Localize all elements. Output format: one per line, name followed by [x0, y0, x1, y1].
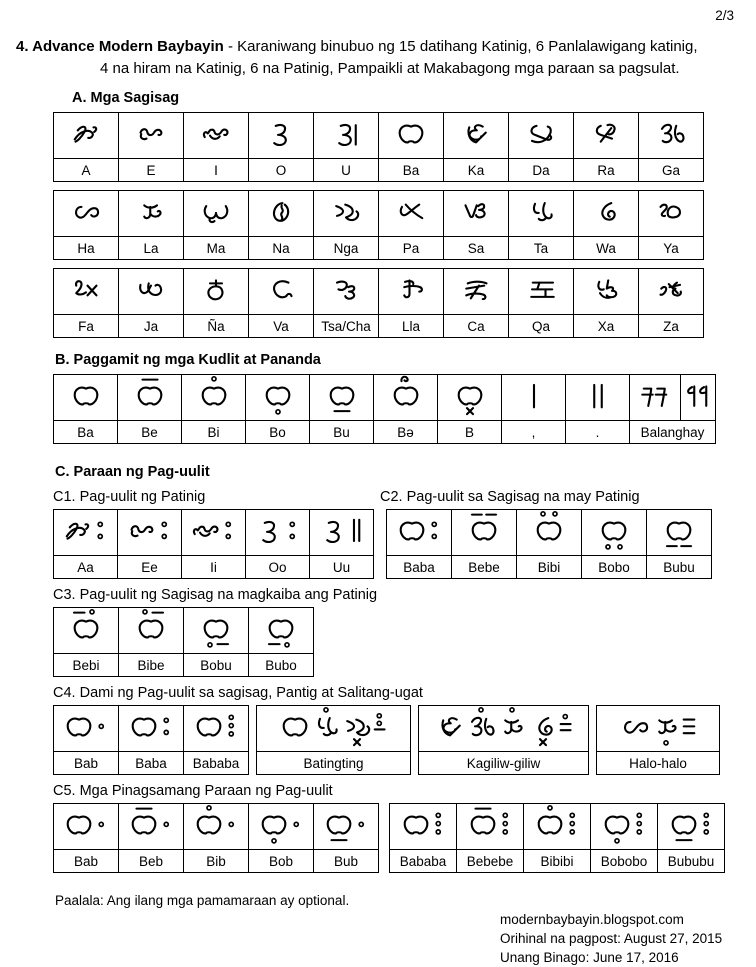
baybayin-table — [418, 705, 589, 775]
glyph-ba-colon-icon — [397, 510, 442, 550]
glyph-cell — [249, 191, 314, 237]
glyph-cell — [574, 269, 639, 315]
glyph-nya-icon — [201, 269, 231, 309]
label-cell: Bubu — [647, 556, 712, 579]
label-cell: Nga — [314, 237, 379, 260]
glyph-da-icon — [526, 113, 556, 153]
label-cell: Ma — [184, 237, 249, 260]
glyph-za-icon — [656, 269, 686, 309]
footer-revised: Unang Binago: June 17, 2016 — [500, 950, 679, 965]
glyph-ba-icon — [71, 375, 101, 415]
label-cell: La — [119, 237, 184, 260]
glyph-cell — [119, 191, 184, 237]
glyph-cell — [438, 375, 502, 421]
glyph-cell — [390, 804, 457, 850]
section-c-heading: C. Paraan ng Pag-uulit — [55, 464, 210, 480]
glyph-e-icon — [136, 113, 166, 153]
glyph-cell — [184, 804, 249, 850]
glyph-cell — [582, 510, 647, 556]
glyph-cell — [379, 191, 444, 237]
glyph-bal2-icon — [683, 375, 713, 415]
table-halo-halo — [596, 705, 720, 775]
label-cell: Wa — [574, 237, 639, 260]
glyph-ba-bardot-above-icon — [71, 608, 101, 648]
label-cell: Pa — [379, 237, 444, 260]
glyph-ba-dot2-below-icon — [599, 510, 629, 550]
glyph-cell — [452, 510, 517, 556]
label-cell: Beb — [119, 850, 184, 873]
table-batingting — [256, 705, 411, 775]
glyph-ha-icon — [71, 191, 101, 231]
label-cell: Ña — [184, 315, 249, 338]
baybayin-table — [53, 268, 704, 338]
glyph-na-icon — [266, 191, 296, 231]
label-cell: Bi — [182, 421, 246, 444]
glyph-cell — [182, 375, 246, 421]
label-cell: Bubo — [249, 654, 314, 677]
glyph-ba-bar-above-dot-icon — [129, 804, 174, 844]
document-title — [16, 0, 756, 55]
glyph-cell — [524, 804, 591, 850]
glyph-cell — [639, 191, 704, 237]
glyph-cell — [444, 191, 509, 237]
baybayin-table — [596, 705, 720, 775]
label-cell: Bo — [246, 421, 310, 444]
table-pinagsama-bababa — [389, 803, 725, 873]
label-cell: Da — [509, 159, 574, 182]
label-cell: Uu — [310, 556, 374, 579]
glyph-cell — [509, 191, 574, 237]
label-cell: . — [566, 421, 630, 444]
label-cell: Na — [249, 237, 314, 260]
label-cell: Ba — [54, 421, 118, 444]
glyph-cell — [184, 608, 249, 654]
label-cell: Tsa/Cha — [314, 315, 379, 338]
glyph-cell — [379, 113, 444, 159]
label-cell: Bebebe — [457, 850, 524, 873]
glyph-ba-tricolon-icon — [194, 706, 239, 746]
label-cell: Ka — [444, 159, 509, 182]
glyph-cell — [517, 510, 582, 556]
glyph-xa-icon — [591, 269, 621, 309]
glyph-ba-bar-below-dot-icon — [324, 804, 369, 844]
label-cell: Be — [118, 421, 182, 444]
label-cell: Bababa — [390, 850, 457, 873]
glyph-qa-icon — [526, 269, 556, 309]
glyph-ba-dot-below-tricolon-icon — [602, 804, 647, 844]
label-cell: Va — [249, 315, 314, 338]
glyph-ba-x-below-icon — [455, 375, 485, 415]
glyph-o-colon-icon — [255, 510, 300, 550]
glyph-cell — [314, 191, 379, 237]
label-cell: Halo-halo — [597, 752, 720, 775]
glyph-cell — [314, 269, 379, 315]
glyph-cell — [249, 113, 314, 159]
baybayin-table — [386, 509, 712, 579]
label-cell: Ta — [509, 237, 574, 260]
glyph-cell — [54, 113, 119, 159]
document-title-rest: - Karaniwang binubuo ng 15 datihang Katinig, 6 Panlalawigang katinig, — [223, 38, 698, 55]
glyph-a-colon-icon — [63, 510, 108, 550]
glyph-cell — [444, 113, 509, 159]
table-pinagsama-bab — [53, 803, 379, 873]
glyph-ba-dot-below-icon — [263, 375, 293, 415]
glyph-cell — [184, 113, 249, 159]
glyph-cell — [118, 510, 182, 556]
glyph-cell — [54, 269, 119, 315]
glyph-cell — [54, 375, 118, 421]
table-sagisag-row1 — [53, 112, 756, 182]
label-cell: Bebi — [54, 654, 119, 677]
glyph-ba-dot-above-dot-icon — [194, 804, 239, 844]
glyph-cell — [509, 269, 574, 315]
glyph-ba-bar-above-tricolon-icon — [468, 804, 513, 844]
glyph-ka-icon — [461, 113, 491, 153]
glyph-cell — [314, 804, 379, 850]
label-cell: Bu — [310, 421, 374, 444]
glyph-ta-icon — [526, 191, 556, 231]
glyph-o-icon — [266, 113, 296, 153]
label-cell: Baba — [387, 556, 452, 579]
label-cell: Bububu — [658, 850, 725, 873]
label-cell: Bab — [54, 850, 119, 873]
glyph-ba-dot-above-tricolon-icon — [535, 804, 580, 844]
baybayin-table — [53, 112, 704, 182]
glyph-cell — [118, 375, 182, 421]
glyph-cell — [647, 510, 712, 556]
table-dami-bab — [53, 705, 249, 775]
section-b-heading: B. Paggamit ng mga Kudlit at Pananda — [55, 352, 321, 368]
label-cell: E — [119, 159, 184, 182]
glyph-cell — [681, 375, 716, 421]
glyph-ba-dot-below-dot-icon — [259, 804, 304, 844]
glyph-cell — [379, 269, 444, 315]
glyph-cell — [419, 706, 589, 752]
label-cell: Ya — [639, 237, 704, 260]
glyph-ja-icon — [136, 269, 166, 309]
glyph-cell — [119, 113, 184, 159]
glyph-i-icon — [201, 113, 231, 153]
glyph-ba-bar2-below-icon — [664, 510, 694, 550]
baybayin-table — [389, 803, 725, 873]
label-cell: O — [249, 159, 314, 182]
label-cell: Fa — [54, 315, 119, 338]
glyph-ba-dot2-above-icon — [534, 510, 564, 550]
glyph-wa-icon — [591, 191, 621, 231]
glyph-ba-dot-icon — [64, 706, 109, 746]
glyph-cell — [591, 804, 658, 850]
glyph-nga-icon — [331, 191, 361, 231]
glyph-cell — [574, 191, 639, 237]
glyph-cell — [310, 510, 374, 556]
label-cell: Bab — [54, 752, 119, 775]
glyph-cell — [639, 269, 704, 315]
glyph-cell — [509, 113, 574, 159]
glyph-ba-icon — [396, 113, 426, 153]
glyph-cell — [54, 706, 119, 752]
glyph-cell — [314, 113, 379, 159]
label-cell: Lla — [379, 315, 444, 338]
footer-note: Paalala: Ang ilang mga pamamaraan ay optional. — [55, 893, 350, 908]
glyph-ba-curl-above-icon — [391, 375, 421, 415]
glyph-cell — [249, 608, 314, 654]
glyph-cell — [119, 608, 184, 654]
glyph-cell — [387, 510, 452, 556]
glyph-pa-icon — [396, 191, 426, 231]
label-cell: Aa — [54, 556, 118, 579]
glyph-cell — [119, 706, 184, 752]
glyph-va-icon — [266, 269, 296, 309]
footer-site: modernbaybayin.blogspot.com — [500, 912, 684, 927]
glyph-cell — [184, 269, 249, 315]
glyph-ma-icon — [201, 191, 231, 231]
glyph-cell — [658, 804, 725, 850]
glyph-cell — [444, 269, 509, 315]
label-cell: Ca — [444, 315, 509, 338]
glyph-fa-icon — [71, 269, 101, 309]
glyph-ba-tricolon-icon — [401, 804, 446, 844]
label-cell: Ee — [118, 556, 182, 579]
glyph-ba-bardot-below-icon — [266, 608, 296, 648]
glyph-ka-ga-dot-above-la-dot-above-wa-x-below-dotdbar-icon — [435, 706, 573, 746]
label-cell: Bə — [374, 421, 438, 444]
baybayin-table — [53, 607, 314, 677]
glyph-vbar1-icon — [519, 375, 549, 415]
table-kudlit-pananda — [53, 374, 756, 444]
glyph-i-colon-icon — [191, 510, 236, 550]
glyph-cell — [246, 375, 310, 421]
label-cell: Kagiliw-giliw — [419, 752, 589, 775]
label-cell: Ja — [119, 315, 184, 338]
glyph-cell — [119, 269, 184, 315]
section-c2-heading: C2. Pag-uulit sa Sagisag na may Patinig — [380, 489, 640, 505]
glyph-cell — [257, 706, 411, 752]
glyph-cell — [457, 804, 524, 850]
label-cell: Bobo — [582, 556, 647, 579]
label-cell: Oo — [246, 556, 310, 579]
label-cell: Bibibi — [524, 850, 591, 873]
glyph-cell — [597, 706, 720, 752]
label-cell: Sa — [444, 237, 509, 260]
label-cell: Batingting — [257, 752, 411, 775]
section-a-heading: A. Mga Sagisag — [72, 90, 180, 106]
glyph-ya-icon — [656, 191, 686, 231]
section-c1-heading: C1. Pag-uulit ng Patinig — [53, 489, 206, 505]
label-cell: Ra — [574, 159, 639, 182]
glyph-ba-dot-icon — [64, 804, 109, 844]
glyph-cell — [310, 375, 374, 421]
label-cell: Bub — [314, 850, 379, 873]
label-cell: Bibe — [119, 654, 184, 677]
glyph-cell — [566, 375, 630, 421]
glyph-cell — [249, 269, 314, 315]
glyph-cell — [184, 706, 249, 752]
table-pag-uulit-magkaiba — [53, 607, 756, 677]
table-pag-uulit-patinig — [53, 509, 374, 579]
glyph-ca-icon — [461, 269, 491, 309]
label-cell: Ii — [182, 556, 246, 579]
glyph-cell — [630, 375, 681, 421]
baybayin-table — [53, 190, 704, 260]
label-cell: Bib — [184, 850, 249, 873]
glyph-a-icon — [71, 113, 101, 153]
page-number: 2/3 — [715, 8, 734, 23]
document-title-line2: 4 na hiram na Katinig, 6 na Patinig, Pampaikli at Makabagong mga paraan sa pagsulat. — [100, 60, 680, 77]
label-cell: Bob — [249, 850, 314, 873]
label-cell: Bibi — [517, 556, 582, 579]
glyph-cell — [502, 375, 566, 421]
glyph-tsa-icon — [331, 269, 361, 309]
glyph-sa-icon — [461, 191, 491, 231]
glyph-cell — [246, 510, 310, 556]
glyph-cell — [54, 608, 119, 654]
glyph-ba-dot-above-icon — [199, 375, 229, 415]
label-cell: Bababa — [184, 752, 249, 775]
glyph-ba-dotbar-below-icon — [201, 608, 231, 648]
label-cell: Bobobo — [591, 850, 658, 873]
label-cell: U — [314, 159, 379, 182]
glyph-ba-ta-dot-above-nga-x-below-colonbar-icon — [280, 706, 387, 746]
glyph-u-icon — [331, 113, 361, 153]
glyph-e-colon-icon — [127, 510, 172, 550]
label-cell: Xa — [574, 315, 639, 338]
label-cell: Balanghay — [630, 421, 716, 444]
label-cell: Ha — [54, 237, 119, 260]
glyph-bal1-icon — [640, 375, 670, 415]
table-sagisag-row2 — [53, 190, 756, 260]
glyph-cell — [54, 804, 119, 850]
glyph-ba-dotbar-above-icon — [136, 608, 166, 648]
section-c3-heading: C3. Pag-uulit ng Sagisag na magkaiba ang Patinig — [53, 587, 378, 603]
document-title-bold: 4. Advance Modern Baybayin — [16, 38, 224, 55]
glyph-ba-bar-below-icon — [327, 375, 357, 415]
glyph-lla-icon — [396, 269, 426, 309]
glyph-ba-bar2-above-icon — [469, 510, 499, 550]
glyph-cell — [182, 510, 246, 556]
section-c5-heading: C5. Mga Pinagsamang Paraan ng Pag-uulit — [53, 783, 333, 799]
table-pag-uulit-sagisag-patinig — [386, 509, 712, 579]
glyph-ha-la-dot-below-tribar-icon — [620, 706, 696, 746]
baybayin-table — [53, 803, 379, 873]
glyph-ra-icon — [591, 113, 621, 153]
label-cell: Ga — [639, 159, 704, 182]
label-cell: , — [502, 421, 566, 444]
glyph-cell — [374, 375, 438, 421]
glyph-cell — [574, 113, 639, 159]
baybayin-table — [53, 705, 249, 775]
table-sagisag-row3 — [53, 268, 756, 338]
glyph-la-icon — [136, 191, 166, 231]
label-cell: B — [438, 421, 502, 444]
glyph-cell — [54, 191, 119, 237]
glyph-ga-icon — [656, 113, 686, 153]
glyph-ba-bar-below-tricolon-icon — [669, 804, 714, 844]
glyph-ba-colon-icon — [129, 706, 174, 746]
glyph-cell — [54, 510, 118, 556]
glyph-ba-bar-above-icon — [135, 375, 165, 415]
footer-original-post: Orihinal na pagpost: August 27, 2015 — [500, 931, 723, 946]
glyph-cell — [184, 191, 249, 237]
table-kagiliw-giliw — [418, 705, 589, 775]
label-cell: Qa — [509, 315, 574, 338]
glyph-o-dvbar-icon — [319, 510, 364, 550]
label-cell: I — [184, 159, 249, 182]
glyph-cell — [249, 804, 314, 850]
glyph-cell — [639, 113, 704, 159]
label-cell: Ba — [379, 159, 444, 182]
glyph-vbar2-icon — [583, 375, 613, 415]
glyph-cell — [119, 804, 184, 850]
label-cell: Za — [639, 315, 704, 338]
baybayin-table — [53, 509, 374, 579]
label-cell: Baba — [119, 752, 184, 775]
baybayin-table — [53, 374, 716, 444]
label-cell: Bobu — [184, 654, 249, 677]
section-c4-heading: C4. Dami ng Pag-uulit sa sagisag, Pantig at Salitang-ugat — [53, 685, 423, 701]
label-cell: A — [54, 159, 119, 182]
baybayin-table — [256, 705, 411, 775]
footer-credits — [500, 910, 756, 967]
label-cell: Bebe — [452, 556, 517, 579]
